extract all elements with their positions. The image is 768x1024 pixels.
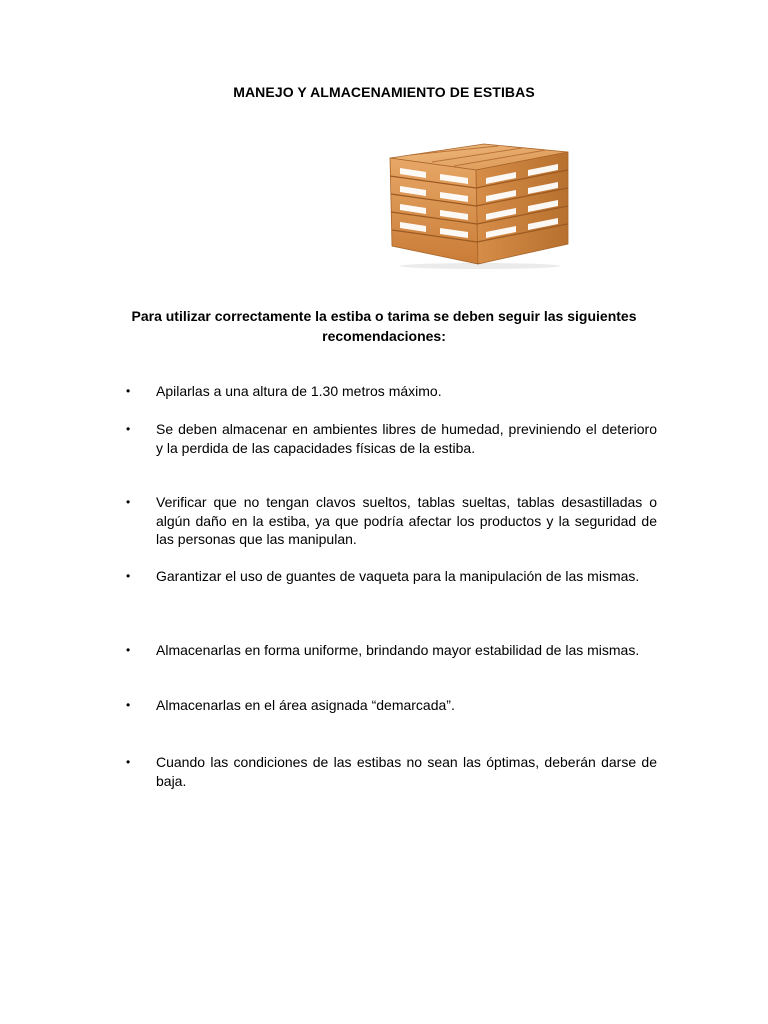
- list-item: [126, 753, 657, 790]
- intro-paragraph: Para utilizar correctamente la estiba o tarima se deben seguir las siguientes recomendaciones:: [131, 308, 637, 344]
- bullet-icon: •: [126, 698, 131, 712]
- list-item-text: Verificar que no tengan clavos sueltos, tablas sueltas, tablas desastilladas o algún daño en la estiba, ya que podría afectar los productos y la seguridad de las personas que las manipulan.: [156, 494, 657, 547]
- bullet-icon: •: [126, 422, 131, 436]
- bullet-icon: •: [126, 755, 131, 769]
- list-item-text: Cuando las condiciones de las estibas no sean las óptimas, deberán darse de baja.: [156, 754, 657, 789]
- list-item: [126, 420, 657, 457]
- list-item-text: Se deben almacenar en ambientes libres de humedad, previniendo el deterioro y la perdida de las capacidades físicas de la estiba.: [156, 421, 657, 456]
- list-item: [126, 641, 657, 660]
- list-item: [126, 567, 657, 586]
- bullet-icon: •: [126, 643, 131, 657]
- list-item-text: Almacenarlas en el área asignada “demarcada”.: [156, 697, 455, 713]
- list-item: [126, 382, 657, 401]
- document-title: MANEJO Y ALMACENAMIENTO DE ESTIBAS: [233, 84, 535, 100]
- list-item-text: Apilarlas a una altura de 1.30 metros máximo.: [156, 383, 442, 399]
- list-item: [126, 696, 657, 715]
- pallet-stack-image: [386, 138, 570, 270]
- bullet-icon: •: [126, 495, 131, 509]
- list-item-text: Almacenarlas en forma uniforme, brindando mayor estabilidad de las mismas.: [156, 642, 640, 658]
- bullet-icon: •: [126, 569, 131, 583]
- bullet-icon: •: [126, 384, 131, 398]
- list-item-text: Garantizar el uso de guantes de vaqueta para la manipulación de las mismas.: [156, 568, 640, 584]
- list-item: [126, 493, 657, 549]
